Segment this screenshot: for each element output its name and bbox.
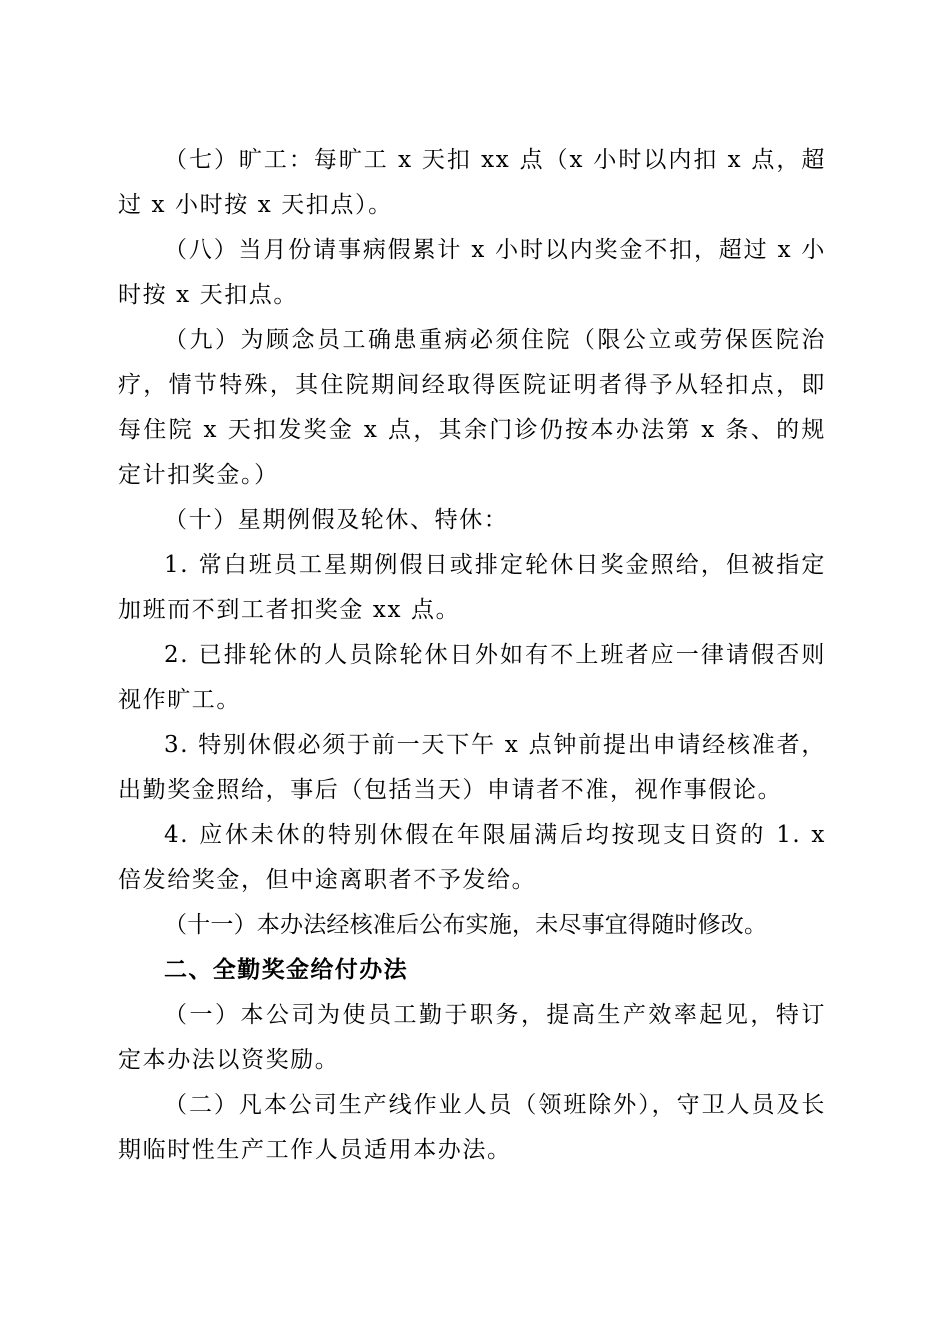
paragraph-personal-sick-leave: （八）当月份请事病假累计 x 小时以内奖金不扣，超过 x 小时按 x 天扣点。 (118, 237, 826, 308)
section-paragraph-purpose: （一）本公司为使员工勤于职务，提高生产效率起见，特订定本办法以资奖励。 (118, 1002, 826, 1073)
list-item-3: 3. 特别休假必须于前一天下午 x 点钟前提出申请经核准者，出勤奖金照给，事后（包括当天）申请者不准，视作事假论。 (118, 732, 826, 803)
paragraph-hospitalization: （九）为顾念员工确患重病必须住院（限公立或劳保医院治疗，情节特殊，其住院期间经取得医院证明者得予从轻扣点，即每住院 x 天扣发奖金 x 点，其余门诊仍按本办法第 x 条、的规定计扣奖金。） (118, 327, 826, 488)
section-paragraph-scope: （二）凡本公司生产线作业人员（领班除外），守卫人员及长期临时性生产工作人员适用本办法。 (118, 1092, 826, 1163)
document-body (118, 138, 826, 1173)
section-heading: 二、全勤奖金给付办法 (164, 957, 408, 983)
paragraph-absenteeism: （七）旷工：每旷工 x 天扣 xx 点（x 小时以内扣 x 点，超过 x 小时按 x 天扣点）。 (118, 147, 826, 218)
list-item-1: 1. 常白班员工星期例假日或排定轮休日奖金照给，但被指定加班而不到工者扣奖金 xx 点。 (118, 552, 826, 623)
list-item-4: 4. 应休未休的特别休假在年限届满后均按现支日资的 1. x 倍发给奖金，但中途离职者不予发给。 (118, 822, 826, 893)
paragraph-weekly-holidays: （十）星期例假及轮休、特休： (164, 507, 509, 533)
list-item-2: 2. 已排轮休的人员除轮休日外如有不上班者应一律请假否则视作旷工。 (118, 642, 826, 713)
paragraph-implementation: （十一）本办法经核准后公布实施，未尽事宜得随时修改。 (164, 912, 768, 938)
